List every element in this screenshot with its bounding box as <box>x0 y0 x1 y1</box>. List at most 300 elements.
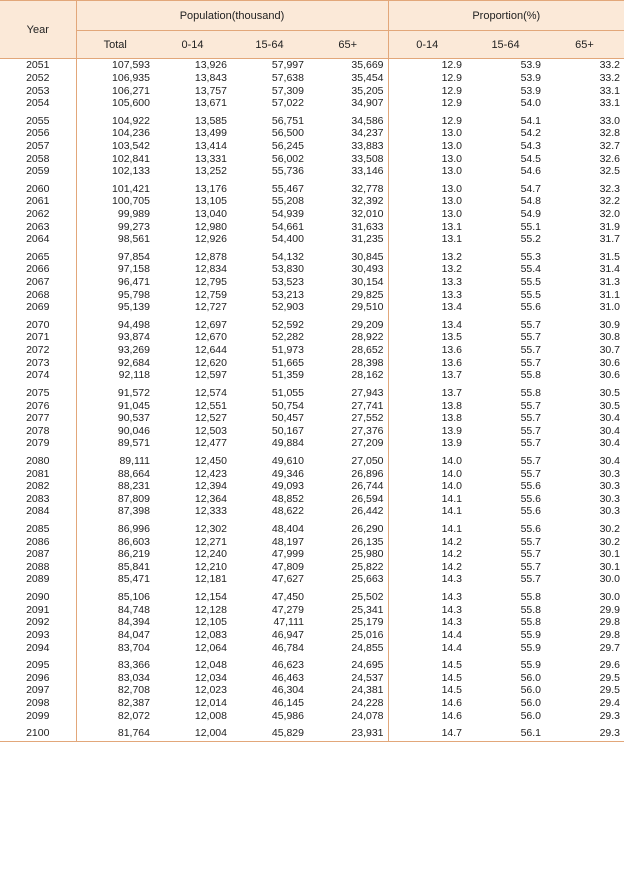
year-cell: 2085 <box>0 518 76 536</box>
pop-15-64-cell: 50,167 <box>271 424 304 437</box>
pop-0-14-cell: 12,394 <box>194 480 227 493</box>
pop-15-64-cell: 52,282 <box>271 331 304 344</box>
pop-0-14-cell: 12,697 <box>194 318 227 331</box>
table-row <box>0 616 624 629</box>
prop-15-64-cell: 55.6 <box>520 523 542 536</box>
table-row <box>0 493 624 506</box>
pop-65-plus-cell: 26,442 <box>308 505 388 518</box>
prop-65-plus-cell: 30.7 <box>599 344 621 357</box>
total-cell: 103,542 <box>112 139 150 152</box>
pop-15-64-cell: 46,463 <box>271 671 304 684</box>
prop-15-64-cell: 55.2 <box>520 233 542 246</box>
pop-65-plus-cell: 25,980 <box>308 548 388 561</box>
table-row <box>0 424 624 437</box>
prop-15-64-cell: 55.7 <box>520 437 542 450</box>
year-cell: 2075 <box>0 382 76 400</box>
year-cell: 2087 <box>0 548 76 561</box>
prop-65-plus-cell: 30.0 <box>599 573 621 586</box>
prop-65-plus-cell: 30.6 <box>599 369 621 382</box>
prop-65-plus-cell: 33.2 <box>599 71 621 84</box>
prop-0-14-cell: 14.2 <box>441 535 463 548</box>
pop-15-64-cell: 55,208 <box>271 195 304 208</box>
total-cell: 83,034 <box>117 671 150 684</box>
col-header-prop-15-64: 15-64 <box>466 31 545 59</box>
pop-65-plus-cell: 27,050 <box>308 450 388 468</box>
total-cell: 84,394 <box>117 616 150 629</box>
total-cell: 97,854 <box>117 250 150 263</box>
total-cell: 93,269 <box>117 344 150 357</box>
prop-65-plus-cell: 30.4 <box>599 454 621 467</box>
table-row <box>0 467 624 480</box>
prop-15-64-cell: 53.9 <box>520 71 542 84</box>
pop-15-64-cell: 53,830 <box>271 263 304 276</box>
table-row <box>0 518 624 536</box>
prop-15-64-cell: 53.9 <box>520 84 542 97</box>
pop-65-plus-cell: 23,931 <box>308 722 388 742</box>
prop-65-plus-cell: 31.1 <box>599 288 621 301</box>
total-cell: 90,046 <box>117 424 150 437</box>
prop-15-64-cell: 55.7 <box>520 344 542 357</box>
prop-15-64-cell: 56.0 <box>520 684 542 697</box>
year-cell: 2070 <box>0 314 76 332</box>
prop-65-plus-cell: 29.5 <box>599 671 621 684</box>
year-cell: 2059 <box>0 165 76 178</box>
pop-15-64-cell: 54,400 <box>271 233 304 246</box>
prop-15-64-cell: 55.7 <box>520 318 542 331</box>
prop-65-plus-cell: 30.4 <box>599 412 621 425</box>
prop-15-64-cell: 55.8 <box>520 616 542 629</box>
year-cell: 2062 <box>0 208 76 221</box>
pop-65-plus-cell: 30,493 <box>308 263 388 276</box>
prop-15-64-cell: 55.6 <box>520 301 542 314</box>
table-row <box>0 437 624 450</box>
prop-65-plus-cell: 29.5 <box>599 684 621 697</box>
prop-65-plus-cell: 30.3 <box>599 480 621 493</box>
table-row <box>0 573 624 586</box>
pop-0-14-cell: 12,004 <box>154 722 231 742</box>
total-cell: 85,471 <box>117 573 150 586</box>
pop-15-64-cell: 48,197 <box>271 535 304 548</box>
total-cell: 86,996 <box>117 523 150 536</box>
year-cell: 2080 <box>0 450 76 468</box>
table-row <box>0 722 624 742</box>
pop-15-64-cell: 56,245 <box>271 139 304 152</box>
proportion-group-header: Proportion(%) <box>388 1 624 31</box>
pop-65-plus-cell: 24,381 <box>308 684 388 697</box>
pop-0-14-cell: 13,757 <box>194 84 227 97</box>
total-cell: 91,045 <box>117 399 150 412</box>
year-cell: 2099 <box>0 709 76 722</box>
prop-0-14-cell: 13.6 <box>441 356 463 369</box>
total-cell: 90,537 <box>117 412 150 425</box>
prop-0-14-cell: 13.7 <box>441 386 463 399</box>
prop-65-plus-cell: 29.4 <box>599 696 621 709</box>
pop-65-plus-cell: 30,845 <box>308 246 388 264</box>
table-row <box>0 697 624 710</box>
pop-65-plus-cell: 33,146 <box>308 165 388 178</box>
pop-15-64-cell: 46,784 <box>271 641 304 654</box>
prop-0-14-cell: 13.8 <box>441 412 463 425</box>
pop-65-plus-cell: 26,135 <box>308 535 388 548</box>
col-header-pop-0-14: 0-14 <box>154 31 231 59</box>
prop-15-64-cell: 54.6 <box>520 165 542 178</box>
pop-15-64-cell: 46,947 <box>271 628 304 641</box>
total-cell: 84,748 <box>117 603 150 616</box>
pop-65-plus-cell: 25,341 <box>308 603 388 616</box>
pop-0-14-cell: 12,795 <box>194 276 227 289</box>
total-cell: 81,764 <box>76 722 154 742</box>
year-cell: 2058 <box>0 152 76 165</box>
prop-65-plus-cell: 30.0 <box>599 591 621 604</box>
total-cell: 92,118 <box>118 369 150 382</box>
pop-0-14-cell: 12,083 <box>194 628 227 641</box>
prop-0-14-cell: 14.1 <box>441 523 463 536</box>
table-row <box>0 288 624 301</box>
prop-0-14-cell: 13.0 <box>441 165 463 178</box>
pop-15-64-cell: 54,661 <box>271 220 304 233</box>
pop-65-plus-cell: 28,398 <box>308 356 388 369</box>
table-row <box>0 127 624 140</box>
prop-65-plus-cell: 31.4 <box>599 263 621 276</box>
pop-0-14-cell: 12,064 <box>194 641 227 654</box>
year-cell: 2079 <box>0 437 76 450</box>
pop-15-64-cell: 49,093 <box>271 480 304 493</box>
pop-65-plus-cell: 25,502 <box>308 586 388 604</box>
pop-65-plus-cell: 26,290 <box>308 518 388 536</box>
prop-0-14-cell: 14.5 <box>441 684 463 697</box>
pop-65-plus-cell: 25,663 <box>308 573 388 586</box>
pop-0-14-cell: 12,527 <box>194 412 227 425</box>
table-row <box>0 369 624 382</box>
prop-0-14-cell: 12.9 <box>441 84 463 97</box>
pop-65-plus-cell: 27,552 <box>308 412 388 425</box>
prop-65-plus-cell: 32.3 <box>599 182 621 195</box>
prop-65-plus-cell: 30.2 <box>599 535 621 548</box>
total-cell: 88,231 <box>117 480 150 493</box>
pop-15-64-cell: 51,973 <box>271 344 304 357</box>
pop-0-14-cell: 12,620 <box>194 356 227 369</box>
pop-65-plus-cell: 27,376 <box>308 424 388 437</box>
total-cell: 82,708 <box>117 684 150 697</box>
pop-65-plus-cell: 24,695 <box>308 654 388 672</box>
pop-65-plus-cell: 29,209 <box>308 314 388 332</box>
pop-0-14-cell: 13,176 <box>194 182 227 195</box>
pop-65-plus-cell: 26,744 <box>308 480 388 493</box>
total-cell: 107,593 <box>112 59 150 72</box>
year-cell: 2071 <box>0 331 76 344</box>
table-header <box>0 1 624 59</box>
prop-65-plus-cell: 29.8 <box>599 628 621 641</box>
total-cell: 99,989 <box>117 208 150 220</box>
year-cell: 2098 <box>0 697 76 710</box>
pop-65-plus-cell: 30,154 <box>308 276 388 289</box>
pop-15-64-cell: 46,623 <box>271 659 304 672</box>
total-cell: 97,158 <box>117 263 150 276</box>
pop-65-plus-cell: 25,822 <box>308 561 388 574</box>
prop-65-plus-cell: 30.3 <box>599 467 621 480</box>
pop-15-64-cell: 48,622 <box>271 505 304 518</box>
pop-65-plus-cell: 25,016 <box>308 629 388 642</box>
pop-15-64-cell: 46,145 <box>271 696 304 709</box>
table-row <box>0 233 624 246</box>
pop-65-plus-cell: 32,010 <box>308 208 388 221</box>
prop-65-plus-cell: 30.5 <box>599 386 621 399</box>
total-cell: 104,922 <box>112 114 150 127</box>
pop-0-14-cell: 12,759 <box>194 288 227 301</box>
pop-0-14-cell: 12,302 <box>194 523 227 536</box>
prop-15-64-cell: 56.0 <box>520 709 542 722</box>
total-cell: 100,705 <box>112 195 150 208</box>
pop-0-14-cell: 12,644 <box>194 344 227 357</box>
total-cell: 82,387 <box>117 696 150 709</box>
table-row <box>0 356 624 369</box>
table-row <box>0 450 624 468</box>
pop-0-14-cell: 13,040 <box>194 208 227 220</box>
pop-0-14-cell: 12,450 <box>194 454 227 467</box>
total-cell: 98,561 <box>117 233 150 246</box>
total-cell: 101,421 <box>112 182 150 195</box>
table-row <box>0 382 624 400</box>
pop-0-14-cell: 13,671 <box>194 97 227 110</box>
pop-65-plus-cell: 26,896 <box>308 467 388 480</box>
pop-15-64-cell: 50,754 <box>271 399 304 412</box>
prop-0-14-cell: 12.9 <box>441 71 463 84</box>
prop-15-64-cell: 56.0 <box>520 696 542 709</box>
pop-15-64-cell: 55,467 <box>271 182 304 195</box>
total-cell: 102,841 <box>112 152 150 165</box>
total-cell: 104,236 <box>112 127 150 140</box>
pop-15-64-cell: 53,213 <box>271 288 304 301</box>
prop-15-64-cell: 55.7 <box>520 467 542 480</box>
pop-0-14-cell: 12,048 <box>194 659 227 672</box>
prop-0-14-cell: 14.6 <box>441 709 463 722</box>
prop-0-14-cell: 13.0 <box>441 182 463 195</box>
prop-15-64-cell: 54.3 <box>520 139 542 152</box>
prop-15-64-cell: 55.3 <box>520 250 542 263</box>
year-cell: 2055 <box>0 109 76 127</box>
prop-0-14-cell: 13.3 <box>441 288 463 301</box>
total-cell: 84,047 <box>117 628 150 641</box>
prop-15-64-cell: 53.9 <box>520 59 542 72</box>
prop-65-plus-cell: 31.9 <box>599 220 621 233</box>
pop-15-64-cell: 56,002 <box>271 152 304 165</box>
pop-15-64-cell: 52,592 <box>271 318 304 331</box>
pop-65-plus-cell: 35,669 <box>308 59 388 72</box>
prop-0-14-cell: 13.7 <box>441 369 463 382</box>
total-cell: 93,874 <box>117 331 150 344</box>
pop-15-64-cell: 57,638 <box>271 71 304 84</box>
table-row <box>0 548 624 561</box>
pop-0-14-cell: 13,843 <box>194 71 227 84</box>
prop-65-plus-cell: 29.8 <box>599 616 621 629</box>
prop-65-plus-cell: 31.7 <box>599 233 621 246</box>
table-row <box>0 561 624 574</box>
prop-15-64-cell: 54.0 <box>520 97 542 110</box>
prop-0-14-cell: 13.0 <box>441 195 463 208</box>
table-row <box>0 59 624 72</box>
prop-0-14-cell: 14.2 <box>441 548 463 561</box>
prop-0-14-cell: 13.6 <box>441 344 463 357</box>
year-cell: 2089 <box>0 573 76 586</box>
year-cell: 2100 <box>0 722 76 742</box>
pop-65-plus-cell: 33,508 <box>308 152 388 165</box>
prop-0-14-cell: 13.8 <box>441 399 463 412</box>
pop-15-64-cell: 51,359 <box>271 369 304 382</box>
year-cell: 2093 <box>0 629 76 642</box>
pop-0-14-cell: 13,926 <box>194 59 227 72</box>
year-cell: 2069 <box>0 301 76 314</box>
pop-0-14-cell: 12,670 <box>194 331 227 344</box>
table-row <box>0 152 624 165</box>
pop-0-14-cell: 12,210 <box>194 560 227 573</box>
table-row <box>0 165 624 178</box>
pop-65-plus-cell: 24,855 <box>308 641 388 654</box>
prop-0-14-cell: 14.2 <box>441 560 463 573</box>
table-row <box>0 208 624 221</box>
pop-0-14-cell: 13,252 <box>194 165 227 178</box>
pop-65-plus-cell: 28,922 <box>308 331 388 344</box>
total-cell: 83,366 <box>117 659 150 672</box>
prop-65-plus-cell: 30.4 <box>599 437 621 450</box>
prop-65-plus-cell: 29.6 <box>599 659 621 672</box>
col-header-prop-0-14: 0-14 <box>388 31 466 59</box>
prop-15-64-cell: 55.6 <box>520 492 542 505</box>
table-row <box>0 84 624 97</box>
prop-0-14-cell: 14.4 <box>441 628 463 641</box>
prop-0-14-cell: 12.9 <box>441 114 463 127</box>
total-cell: 86,603 <box>117 535 150 548</box>
year-cell: 2064 <box>0 233 76 246</box>
pop-15-64-cell: 57,022 <box>271 97 304 110</box>
pop-15-64-cell: 49,346 <box>271 467 304 480</box>
prop-65-plus-cell: 31.0 <box>599 301 621 314</box>
prop-15-64-cell: 56.0 <box>520 671 542 684</box>
table-row <box>0 97 624 110</box>
prop-65-plus-cell: 31.5 <box>599 250 621 263</box>
table-row <box>0 331 624 344</box>
pop-15-64-cell: 53,523 <box>271 276 304 289</box>
prop-65-plus-cell: 30.6 <box>599 356 621 369</box>
pop-65-plus-cell: 35,454 <box>308 72 388 85</box>
prop-0-14-cell: 14.0 <box>441 454 463 467</box>
pop-0-14-cell: 12,727 <box>194 301 227 314</box>
prop-0-14-cell: 14.0 <box>441 467 463 480</box>
year-cell: 2056 <box>0 127 76 140</box>
pop-65-plus-cell: 32,778 <box>308 177 388 195</box>
prop-65-plus-cell: 30.1 <box>599 548 621 561</box>
year-cell: 2073 <box>0 356 76 369</box>
pop-15-64-cell: 47,999 <box>271 548 304 561</box>
prop-15-64-cell: 55.6 <box>520 505 542 518</box>
year-cell: 2090 <box>0 586 76 604</box>
prop-0-14-cell: 13.9 <box>441 424 463 437</box>
prop-15-64-cell: 55.7 <box>520 424 542 437</box>
prop-15-64-cell: 55.9 <box>520 641 542 654</box>
pop-65-plus-cell: 31,235 <box>308 233 388 246</box>
year-cell: 2095 <box>0 654 76 672</box>
pop-0-14-cell: 12,423 <box>194 467 227 480</box>
prop-0-14-cell: 13.0 <box>441 152 463 165</box>
prop-0-14-cell: 12.9 <box>441 59 463 72</box>
total-cell: 89,111 <box>119 454 150 467</box>
table-row <box>0 246 624 264</box>
pop-0-14-cell: 12,008 <box>194 709 227 722</box>
total-cell: 99,273 <box>117 220 150 233</box>
pop-65-plus-cell: 28,162 <box>308 369 388 382</box>
prop-15-64-cell: 54.1 <box>520 114 542 127</box>
pop-15-64-cell: 45,986 <box>271 709 304 722</box>
table-row <box>0 684 624 697</box>
total-cell: 96,471 <box>117 276 150 289</box>
pop-15-64-cell: 57,309 <box>271 84 304 97</box>
year-cell: 2086 <box>0 535 76 548</box>
prop-0-14-cell: 13.5 <box>441 331 463 344</box>
total-cell: 86,219 <box>117 548 150 561</box>
year-cell: 2088 <box>0 561 76 574</box>
prop-65-plus-cell: 33.0 <box>599 114 621 127</box>
table-row <box>0 505 624 518</box>
pop-0-14-cell: 12,551 <box>194 399 227 412</box>
pop-0-14-cell: 12,105 <box>194 616 227 629</box>
col-header-pop-15-64: 15-64 <box>231 31 308 59</box>
table-row <box>0 301 624 314</box>
pop-65-plus-cell: 26,594 <box>308 493 388 506</box>
year-cell: 2052 <box>0 72 76 85</box>
pop-0-14-cell: 12,597 <box>194 369 227 382</box>
table-row <box>0 480 624 493</box>
year-cell: 2067 <box>0 276 76 289</box>
prop-0-14-cell: 14.3 <box>441 591 463 604</box>
pop-65-plus-cell: 29,510 <box>308 301 388 314</box>
prop-65-plus-cell: 33.2 <box>599 59 621 72</box>
prop-15-64-cell: 55.8 <box>520 603 542 616</box>
prop-65-plus-cell: 33.1 <box>599 84 621 97</box>
prop-15-64-cell: 54.5 <box>520 152 542 165</box>
pop-0-14-cell: 12,240 <box>194 548 227 561</box>
table-row <box>0 654 624 672</box>
table-row <box>0 344 624 357</box>
table-row <box>0 314 624 332</box>
year-header: Year <box>0 1 76 59</box>
prop-65-plus-cell: 30.9 <box>599 318 621 331</box>
pop-65-plus-cell: 33,883 <box>308 140 388 153</box>
total-cell: 89,571 <box>117 437 150 450</box>
pop-65-plus-cell: 31,633 <box>308 220 388 233</box>
year-cell: 2053 <box>0 84 76 97</box>
pop-65-plus-cell: 27,209 <box>308 437 388 450</box>
pop-15-64-cell: 47,627 <box>271 573 304 586</box>
year-cell: 2061 <box>0 195 76 208</box>
total-cell: 85,841 <box>117 560 150 573</box>
prop-15-64-cell: 55.9 <box>520 628 542 641</box>
prop-15-64-cell: 55.4 <box>520 263 542 276</box>
prop-15-64-cell: 55.7 <box>520 573 542 586</box>
prop-15-64-cell: 55.7 <box>520 356 542 369</box>
year-cell: 2096 <box>0 671 76 684</box>
prop-0-14-cell: 13.4 <box>441 318 463 331</box>
pop-15-64-cell: 48,852 <box>271 492 304 505</box>
pop-65-plus-cell: 24,537 <box>308 671 388 684</box>
pop-15-64-cell: 49,884 <box>271 437 304 450</box>
total-cell: 105,600 <box>112 97 150 110</box>
prop-65-plus-cell: 33.1 <box>599 97 621 110</box>
table-row <box>0 535 624 548</box>
prop-15-64-cell: 55.7 <box>520 535 542 548</box>
total-cell: 102,133 <box>112 165 150 178</box>
pop-0-14-cell: 13,414 <box>194 139 227 152</box>
year-cell: 2081 <box>0 467 76 480</box>
pop-15-64-cell: 49,610 <box>271 454 304 467</box>
